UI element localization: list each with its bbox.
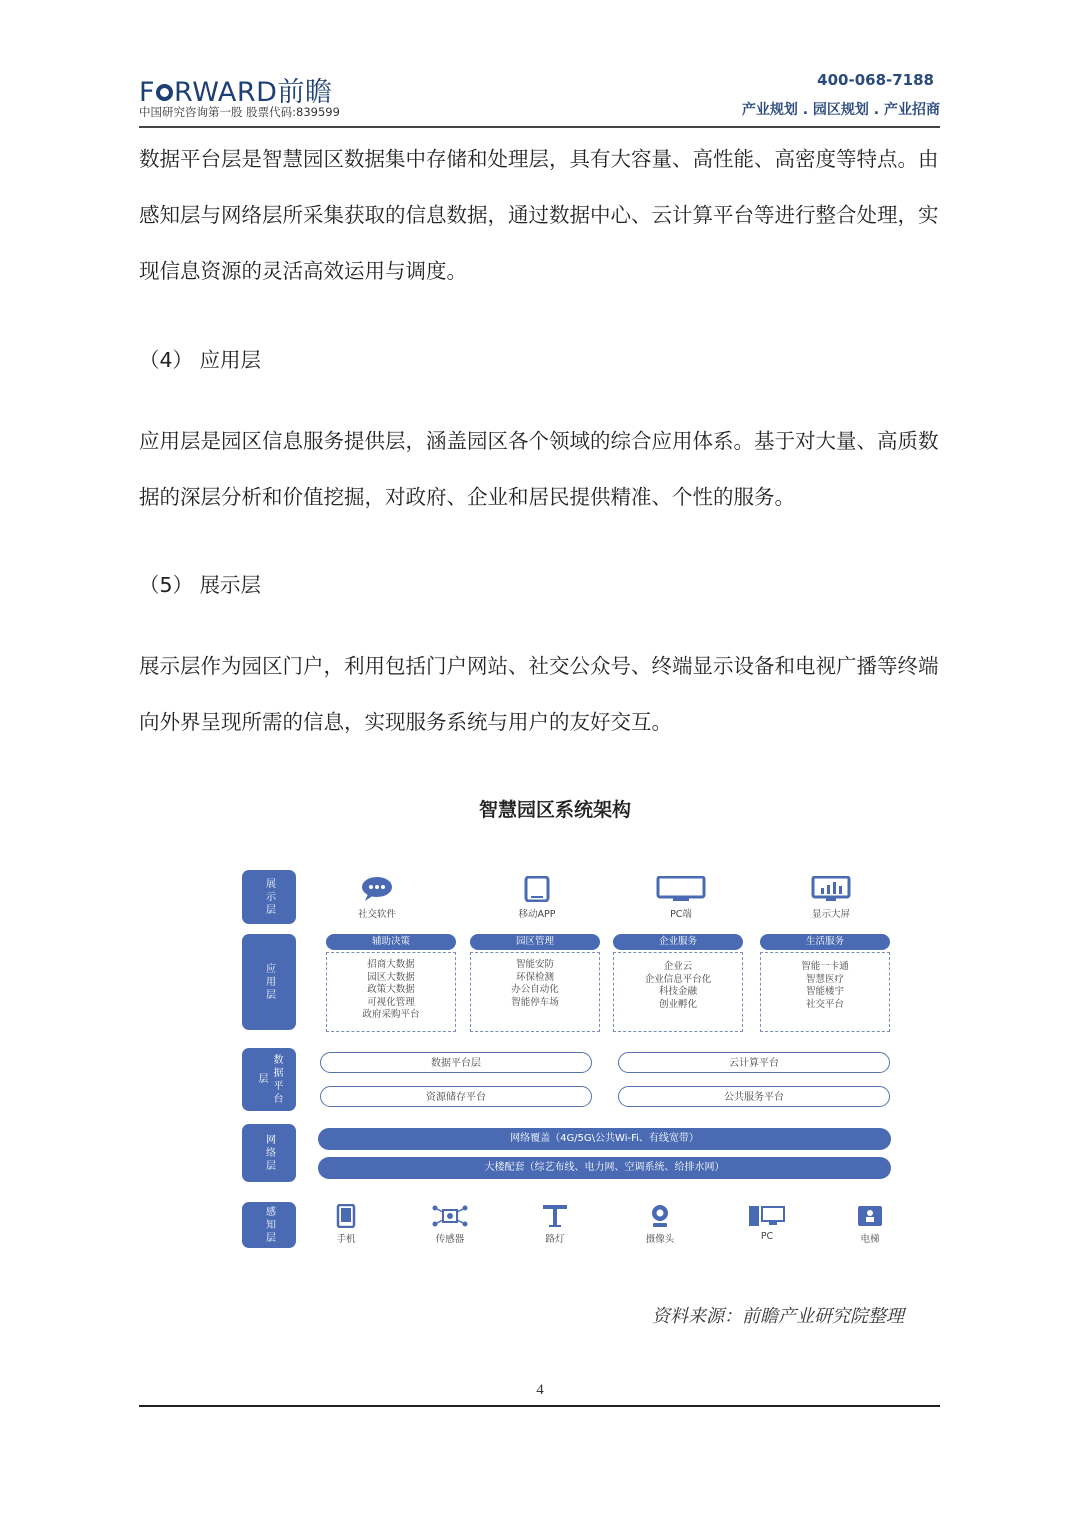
layer-tag-network: 网络层 (242, 1124, 296, 1182)
layer-tag-application: 应用层 (242, 934, 296, 1030)
company-tagline: 中国研究咨询第一股 股票代码:839599 (139, 105, 340, 119)
layer-tag-sensing: 感知层 (242, 1202, 296, 1248)
header-slogan: 产业规划 . 园区规划 . 产业招商 (741, 102, 940, 118)
desktop-pc-icon (747, 1204, 787, 1228)
tablet-icon (522, 876, 552, 902)
app-group-park: 智能安防 环保检测 办公自动化 智能停车场 (470, 952, 600, 1032)
figure-title: 智慧园区系统架构 (478, 799, 631, 821)
display-item-social: 社交软件 (332, 876, 422, 920)
layer-tag-data: 数据平台层 (242, 1048, 296, 1111)
heading-display-layer: （5） 展示层 (139, 573, 262, 597)
sense-item-streetlight: 路灯 (520, 1204, 590, 1245)
paragraph-display-layer: 展示层作为园区门户，利用包括门户网站、社交公众号、终端显示设备和电视广播等终端向外界呈现所需的信息，实现服务系统与用户的友好交互。 (139, 654, 939, 734)
data-pill-storage: 资源储存平台 (320, 1086, 592, 1107)
header-divider (139, 126, 940, 128)
network-bar-coverage: 网络覆盖（4G/5G\公共Wi-Fi、有线宽带） (318, 1128, 891, 1150)
sense-item-sensor: 传感器 (415, 1204, 485, 1245)
sense-item-phone: 手机 (311, 1204, 381, 1245)
streetlight-icon (540, 1204, 570, 1228)
monitor-icon (655, 876, 707, 902)
sensor-icon (430, 1204, 470, 1228)
display-item-pc: PC端 (636, 876, 726, 920)
figure-source: 资料来源：前瞻产业研究院整理 (652, 1306, 904, 1327)
data-pill-platform: 数据平台层 (320, 1052, 592, 1073)
app-group-enterprise: 企业云 企业信息平台化 科技金融 创业孵化 (613, 952, 743, 1032)
display-item-big-screen: 显示大屏 (786, 876, 876, 920)
display-item-mobile-app: 移动APP (492, 876, 582, 920)
webcam-icon (646, 1204, 674, 1228)
phone-icon (334, 1204, 358, 1228)
page-number: 4 (536, 1382, 544, 1398)
paragraph-application-layer: 应用层是园区信息服务提供层，涵盖园区各个领域的综合应用体系。基于对大量、高质数据的深层分析和价值挖掘，对政府、企业和居民提供精准、个性的服务。 (139, 429, 939, 509)
data-pill-cloud: 云计算平台 (618, 1052, 890, 1073)
page-header (139, 66, 940, 128)
paragraph-data-layer: 数据平台层是智慧园区数据集中存储和处理层，具有大容量、高性能、高密度等特点。由感知层与网络层所采集获取的信息数据，通过数据中心、云计算平台等进行整合处理，实现信息资源的灵活高效运用与调度。 (139, 147, 939, 283)
app-group-title-life: 生活服务 (760, 934, 890, 950)
logo-o-ring (156, 84, 173, 101)
chat-icon (360, 876, 394, 902)
architecture-diagram (240, 868, 895, 1253)
app-group-title-decision: 辅助决策 (326, 934, 456, 950)
app-group-life: 智能一卡通 智慧医疗 智能楼宇 社交平台 (760, 952, 890, 1032)
forward-logo: F RWARD前瞻 (139, 77, 333, 108)
app-group-title-park: 园区管理 (470, 934, 600, 950)
sense-item-pc: PC (732, 1204, 802, 1242)
data-pill-public: 公共服务平台 (618, 1086, 890, 1107)
network-bar-building: 大楼配套（综艺布线、电力网、空调系统、给排水网） (318, 1157, 891, 1179)
phone-number: 400-068-7188 (817, 71, 934, 89)
bar-chart-screen-icon (811, 876, 851, 902)
elevator-icon (856, 1204, 884, 1228)
footer-divider (139, 1405, 940, 1407)
layer-tag-display: 展示层 (242, 870, 296, 924)
app-group-decision: 招商大数据 园区大数据 政策大数据 可视化管理 政府采购平台 (326, 952, 456, 1032)
sense-item-camera: 摄像头 (625, 1204, 695, 1245)
heading-application-layer: （4） 应用层 (139, 348, 262, 372)
sense-item-elevator: 电梯 (835, 1204, 905, 1245)
app-group-title-enterprise: 企业服务 (613, 934, 743, 950)
